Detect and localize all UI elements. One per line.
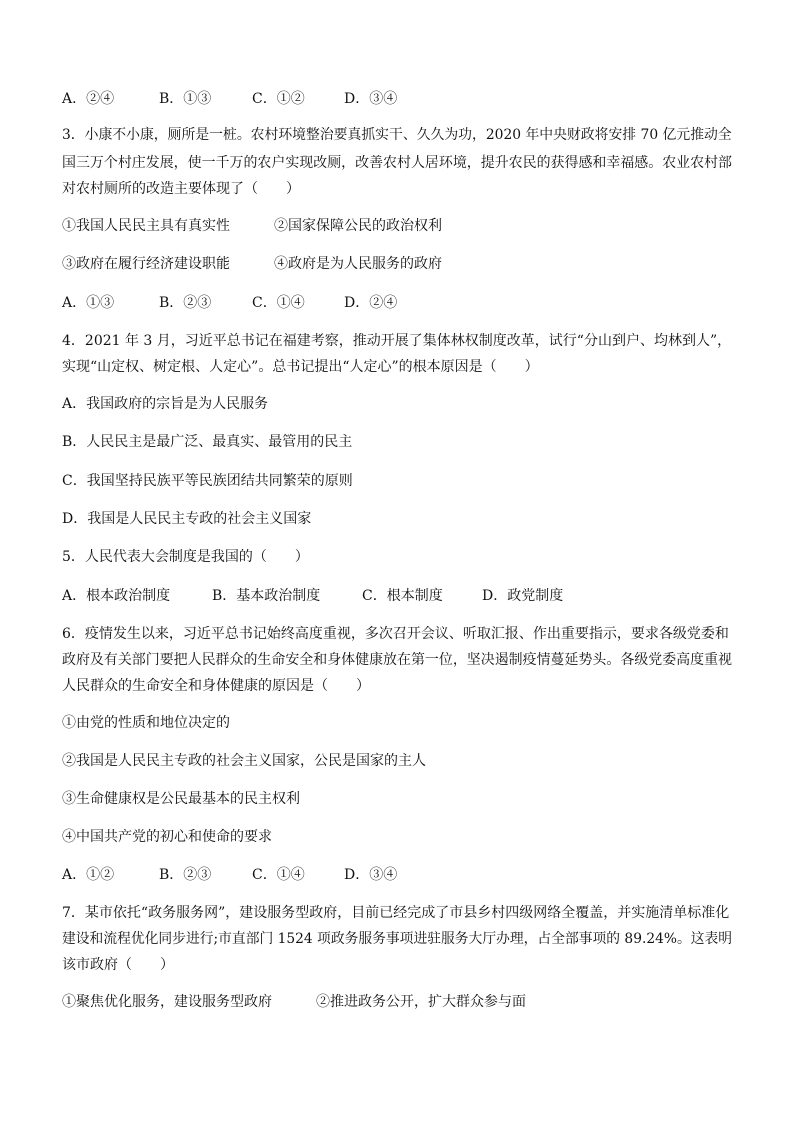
q6-options <box>62 868 742 884</box>
q3-option-d: D．②④ <box>344 295 398 311</box>
q4-choice-a: A．我国政府的宗旨是为人民服务 <box>62 396 269 412</box>
q4-choice-c: C．我国坚持民族平等民族团结共同繁荣的原则 <box>62 473 353 489</box>
q5-option-a: A．根本政治制度 <box>62 588 171 604</box>
q3-stem-line-1: 3．小康不小康，厕所是一桩。农村环境整治要真抓实干、久久为功，2020 年中央财政将安排 70 亿元推动全 <box>62 127 732 143</box>
q5-stem: 5．人民代表大会制度是我国的（ ） <box>62 549 309 565</box>
q5-option-b: B．基本政治制度 <box>212 588 321 604</box>
q6-statement-3: ③生命健康权是公民最基本的民主权利 <box>62 791 300 807</box>
q6-option-c: C．①④ <box>252 867 305 883</box>
q6-statement-1: ①由党的性质和地位决定的 <box>62 715 230 731</box>
q2-option-d: D．③④ <box>344 91 398 107</box>
q7-statement-2: ②推进政务公开，扩大群众参与面 <box>316 994 526 1010</box>
q5-option-d: D．政党制度 <box>482 588 564 604</box>
q2-options <box>62 92 742 108</box>
q3-options <box>62 296 742 312</box>
q3-option-b: B．②③ <box>159 295 212 311</box>
q7-statement-1: ①聚焦优化服务，建设服务型政府 <box>62 994 272 1010</box>
q7-stem-line-1: 7．某市依托“政务服务网”，建设服务型政府，目前已经完成了市县乡村四级网络全覆盖，并实施清单标准化 <box>62 905 730 921</box>
q5-options <box>62 589 742 605</box>
q6-option-d: D．③④ <box>344 867 398 883</box>
q3-statement-1: ①我国人民民主具有真实性 <box>62 218 230 234</box>
q7-stem-line-3: 该市政府（ ） <box>62 957 174 973</box>
q6-stem-line-1: 6．疫情发生以来，习近平总书记始终高度重视，多次召开会议、听取汇报、作出重要指示，要求各级党委和 <box>62 626 729 642</box>
q3-statements-row-1 <box>62 219 742 235</box>
q4-stem-line-1: 4．2021 年 3 月，习近平总书记在福建考察，推动开展了集体林权制度改革，试行“分山到户、均林到人”， <box>62 333 732 349</box>
q5-option-c: C．根本制度 <box>362 588 443 604</box>
q3-stem-line-2: 国三万个村庄发展，使一千万的农户实现改厕，改善农村人居环境，提升农民的获得感和幸福感。农业农村部 <box>62 155 732 171</box>
q2-option-b: B．①③ <box>159 91 212 107</box>
q3-statement-4: ④政府是为人民服务的政府 <box>274 256 442 272</box>
q7-stem-line-2: 建设和流程优化同步进行;市直部门 1524 项政务服务事项进驻服务大厅办理，占全部事项的 89.24%。这表明 <box>62 931 733 947</box>
q2-option-a: A．②④ <box>62 91 115 107</box>
q2-option-c: C．①② <box>252 91 305 107</box>
q7-statements-row-1 <box>62 995 742 1011</box>
q6-option-b: B．②③ <box>159 867 212 883</box>
q3-stem-line-3: 对农村厕所的改造主要体现了（ ） <box>62 181 300 197</box>
q3-statement-2: ②国家保障公民的政治权利 <box>274 218 442 234</box>
q3-statement-3: ③政府在履行经济建设职能 <box>62 256 230 272</box>
q3-option-a: A．①③ <box>62 295 115 311</box>
q6-statement-2: ②我国是人民民主专政的社会主义国家，公民是国家的主人 <box>62 753 426 769</box>
q4-stem-line-2: 实现“山定权、树定根、人定心”。总书记提出“人定心”的根本原因是（ ） <box>62 359 539 375</box>
q3-option-c: C．①④ <box>252 295 305 311</box>
q6-stem-line-3: 人民群众的生命安全和身体健康的原因是（ ） <box>62 678 370 694</box>
q6-statement-4: ④中国共产党的初心和使命的要求 <box>62 829 272 845</box>
q6-stem-line-2: 政府及有关部门要把人民群众的生命安全和身体健康放在第一位，坚决遏制疫情蔓延势头。各级党委高度重视 <box>62 652 732 668</box>
q4-choice-b: B．人民民主是最广泛、最真实、最管用的民主 <box>62 434 353 450</box>
q6-option-a: A．①② <box>62 867 115 883</box>
q3-statements-row-2 <box>62 257 742 273</box>
q4-choice-d: D．我国是人民民主专政的社会主义国家 <box>62 511 312 527</box>
